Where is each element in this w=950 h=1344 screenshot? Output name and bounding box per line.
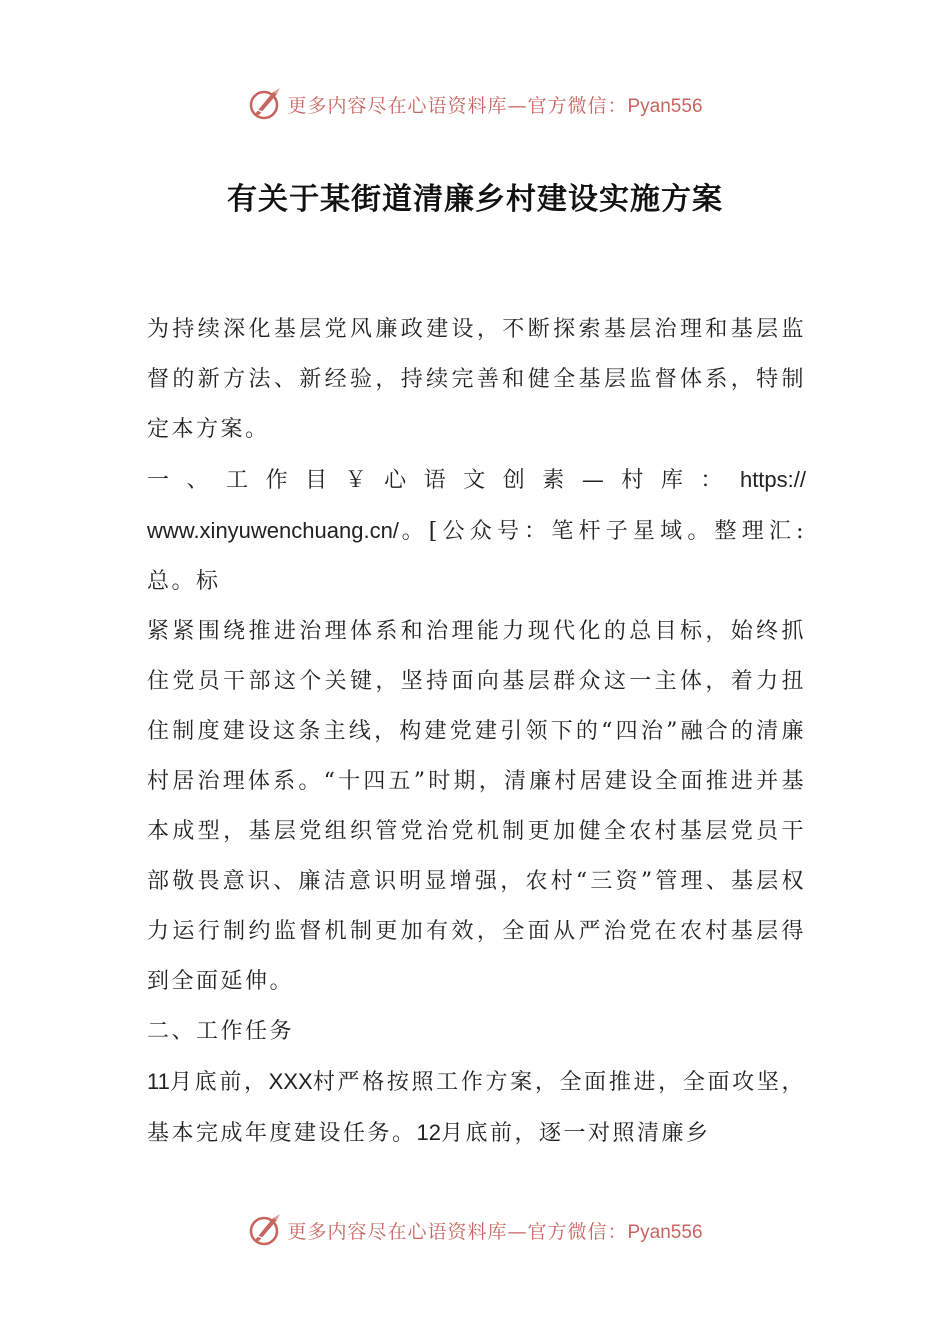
section1-paragraph: 紧紧围绕推进治理体系和治理能力现代化的总目标，始终抓住党员干部这个关键，坚持面向基层群众这一主体，着力扭住制度建设这条主线，构建党建引领下的“四治”融合的清廉村居治理体系。“十四五”时期，清廉村居建设全面推进并基本成型，基层党组织管党治党机制更加健全农村基层党员干部敬畏意识、廉洁意识明显增强，农村“三资”管理、基层权力运行制约监督机制更加有效，全面从严治党在农村基层得到全面延伸。 (147, 619, 806, 994)
quill-pen-logo-icon (247, 86, 283, 122)
section1-url-part-b: www.xinyuwenchuang.cn/ (147, 518, 399, 543)
section1-url-line: www.xinyuwenchuang.cn/。[公众号：笔杆子星域。整理汇: (147, 518, 806, 544)
section2-paragraph: 11月底前，XXX村严格按照工作方案，全面推进，全面攻坚，基本完成年度建设任务。12月底前，逐一对照清廉乡 (147, 1069, 806, 1146)
watermark-text: 更多内容尽在心语资料库—官方微信：Pyan556 (287, 94, 703, 117)
section1-url-part-a: https:// (739, 467, 806, 492)
quill-pen-logo-icon (247, 1212, 283, 1248)
section2-heading: 二、工作任务 (147, 1019, 295, 1044)
section1-heading-end: 总。标 (147, 569, 221, 594)
intro-paragraph: 为持续深化基层党风廉政建设，不断探索基层治理和基层监督的新方法、新经验，持续完善和健全基层监督体系，特制定本方案。 (147, 317, 806, 442)
section1-heading-line: 一、工作目￥心语文创素—村库：https:// (147, 467, 806, 493)
watermark-text: 更多内容尽在心语资料库—官方微信：Pyan556 (287, 1220, 703, 1243)
header-watermark (0, 84, 950, 124)
document-title: 有关于某街道清廉乡村建设实施方案 (227, 182, 723, 217)
footer-watermark (0, 1210, 950, 1250)
watermark-handle: Pyan556 (627, 95, 703, 117)
watermark-handle: Pyan556 (627, 1221, 703, 1243)
document-body (147, 305, 806, 1159)
